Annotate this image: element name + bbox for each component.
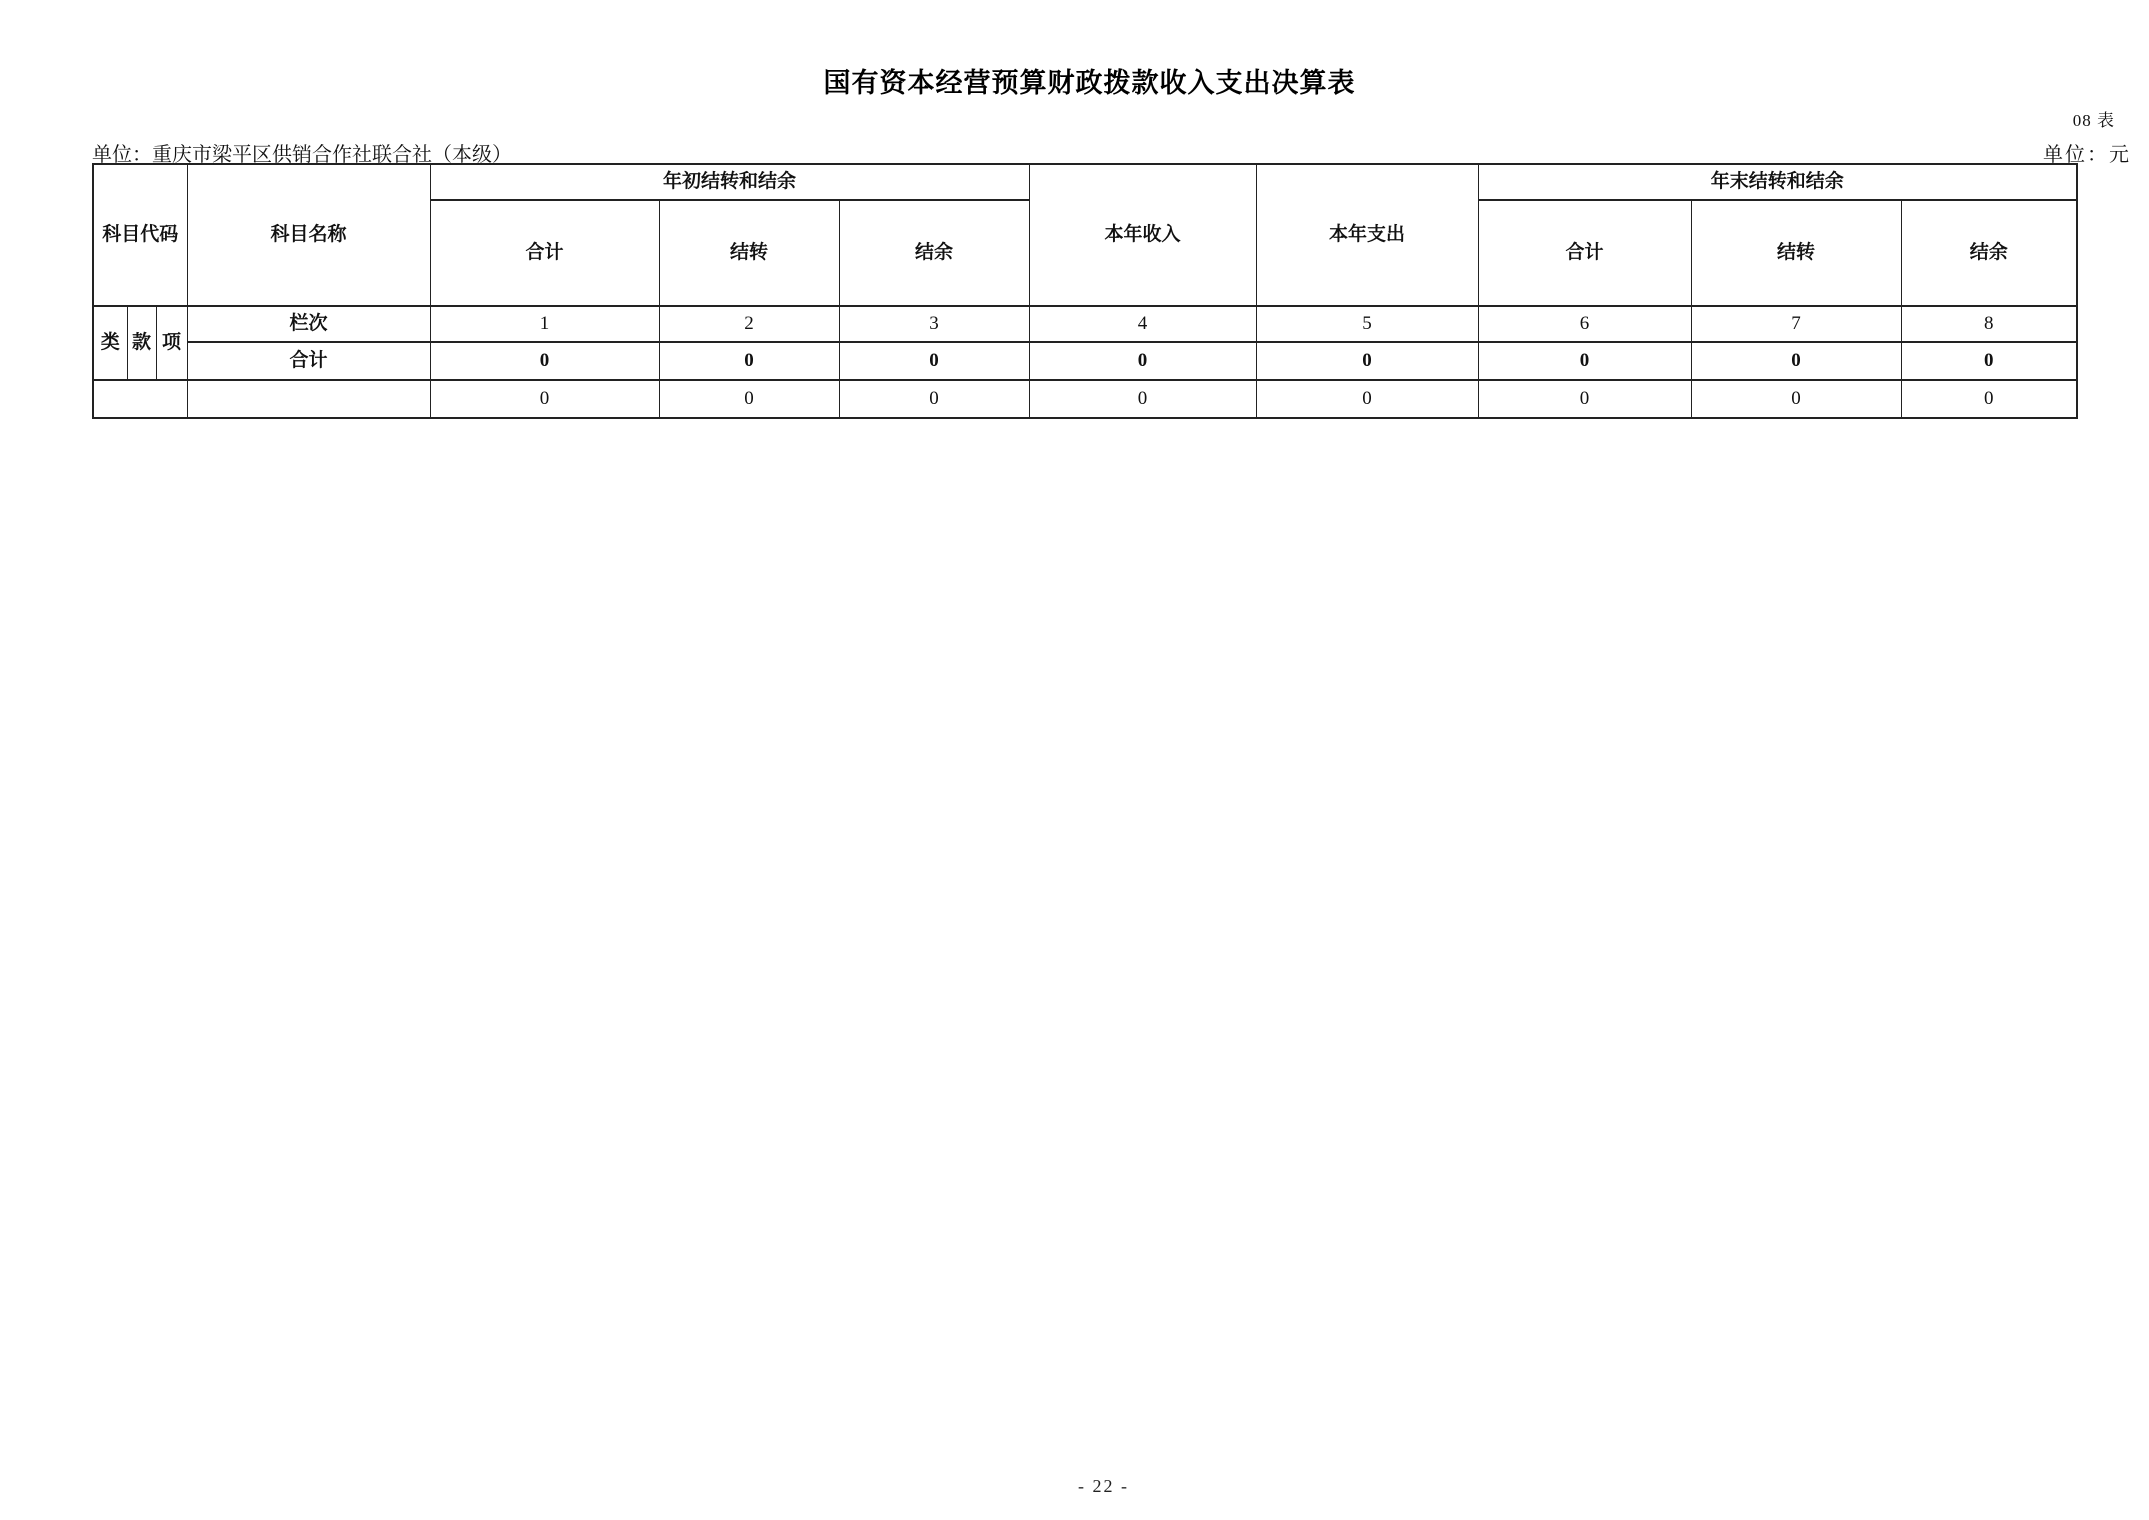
column-index-2: 2: [659, 306, 839, 342]
header-beginning-balance-group: 年初结转和结余: [430, 164, 1029, 200]
total-value-4: 0: [1029, 342, 1256, 380]
header-begin-total: 合计: [430, 200, 659, 306]
column-index-label: 栏次: [187, 306, 430, 342]
header-code-class: 类: [93, 306, 127, 380]
header-end-surplus: 结余: [1901, 200, 2077, 306]
currency-unit-label: 单位：元: [2043, 144, 2131, 166]
total-value-6: 0: [1478, 342, 1691, 380]
detail-value-1: 0: [430, 380, 659, 418]
header-ending-balance-group: 年末结转和结余: [1478, 164, 2077, 200]
column-index-8: 8: [1901, 306, 2077, 342]
total-value-8: 0: [1901, 342, 2077, 380]
total-value-1: 0: [430, 342, 659, 380]
detail-code-cell: [93, 380, 187, 418]
column-index-3: 3: [839, 306, 1029, 342]
total-row: [93, 342, 2077, 380]
header-begin-surplus: 结余: [839, 200, 1029, 306]
header-current-year-expense: 本年支出: [1256, 164, 1478, 306]
header-code-clause: 款: [127, 306, 156, 380]
detail-value-2: 0: [659, 380, 839, 418]
total-value-2: 0: [659, 342, 839, 380]
detail-value-4: 0: [1029, 380, 1256, 418]
page-number: - 22 -: [1078, 1476, 1129, 1496]
page-title: 国有资本经营预算财政拨款收入支出决算表: [823, 68, 1356, 98]
total-row-label: 合计: [187, 342, 430, 380]
total-value-3: 0: [839, 342, 1029, 380]
header-end-total: 合计: [1478, 200, 1691, 306]
detail-name-cell: [187, 380, 430, 418]
column-index-6: 6: [1478, 306, 1691, 342]
detail-value-7: 0: [1691, 380, 1901, 418]
header-end-carryover: 结转: [1691, 200, 1901, 306]
header-begin-carryover: 结转: [659, 200, 839, 306]
sheet-number: 08 表: [2072, 111, 2115, 130]
column-index-row: [93, 306, 2077, 342]
header-subject-code: 科目代码: [93, 164, 187, 306]
detail-value-8: 0: [1901, 380, 2077, 418]
detail-value-6: 0: [1478, 380, 1691, 418]
detail-value-5: 0: [1256, 380, 1478, 418]
column-index-4: 4: [1029, 306, 1256, 342]
detail-row: [93, 380, 2077, 418]
total-value-5: 0: [1256, 342, 1478, 380]
total-value-7: 0: [1691, 342, 1901, 380]
column-index-5: 5: [1256, 306, 1478, 342]
reporting-unit-label: 单位：重庆市梁平区供销合作社联合社（本级）: [92, 144, 512, 166]
header-current-year-income: 本年收入: [1029, 164, 1256, 306]
final-accounts-table: [92, 163, 2078, 419]
column-index-7: 7: [1691, 306, 1901, 342]
column-index-1: 1: [430, 306, 659, 342]
header-code-item: 项: [156, 306, 187, 380]
header-group-row: [93, 164, 2077, 200]
header-subject-name: 科目名称: [187, 164, 430, 306]
detail-value-3: 0: [839, 380, 1029, 418]
